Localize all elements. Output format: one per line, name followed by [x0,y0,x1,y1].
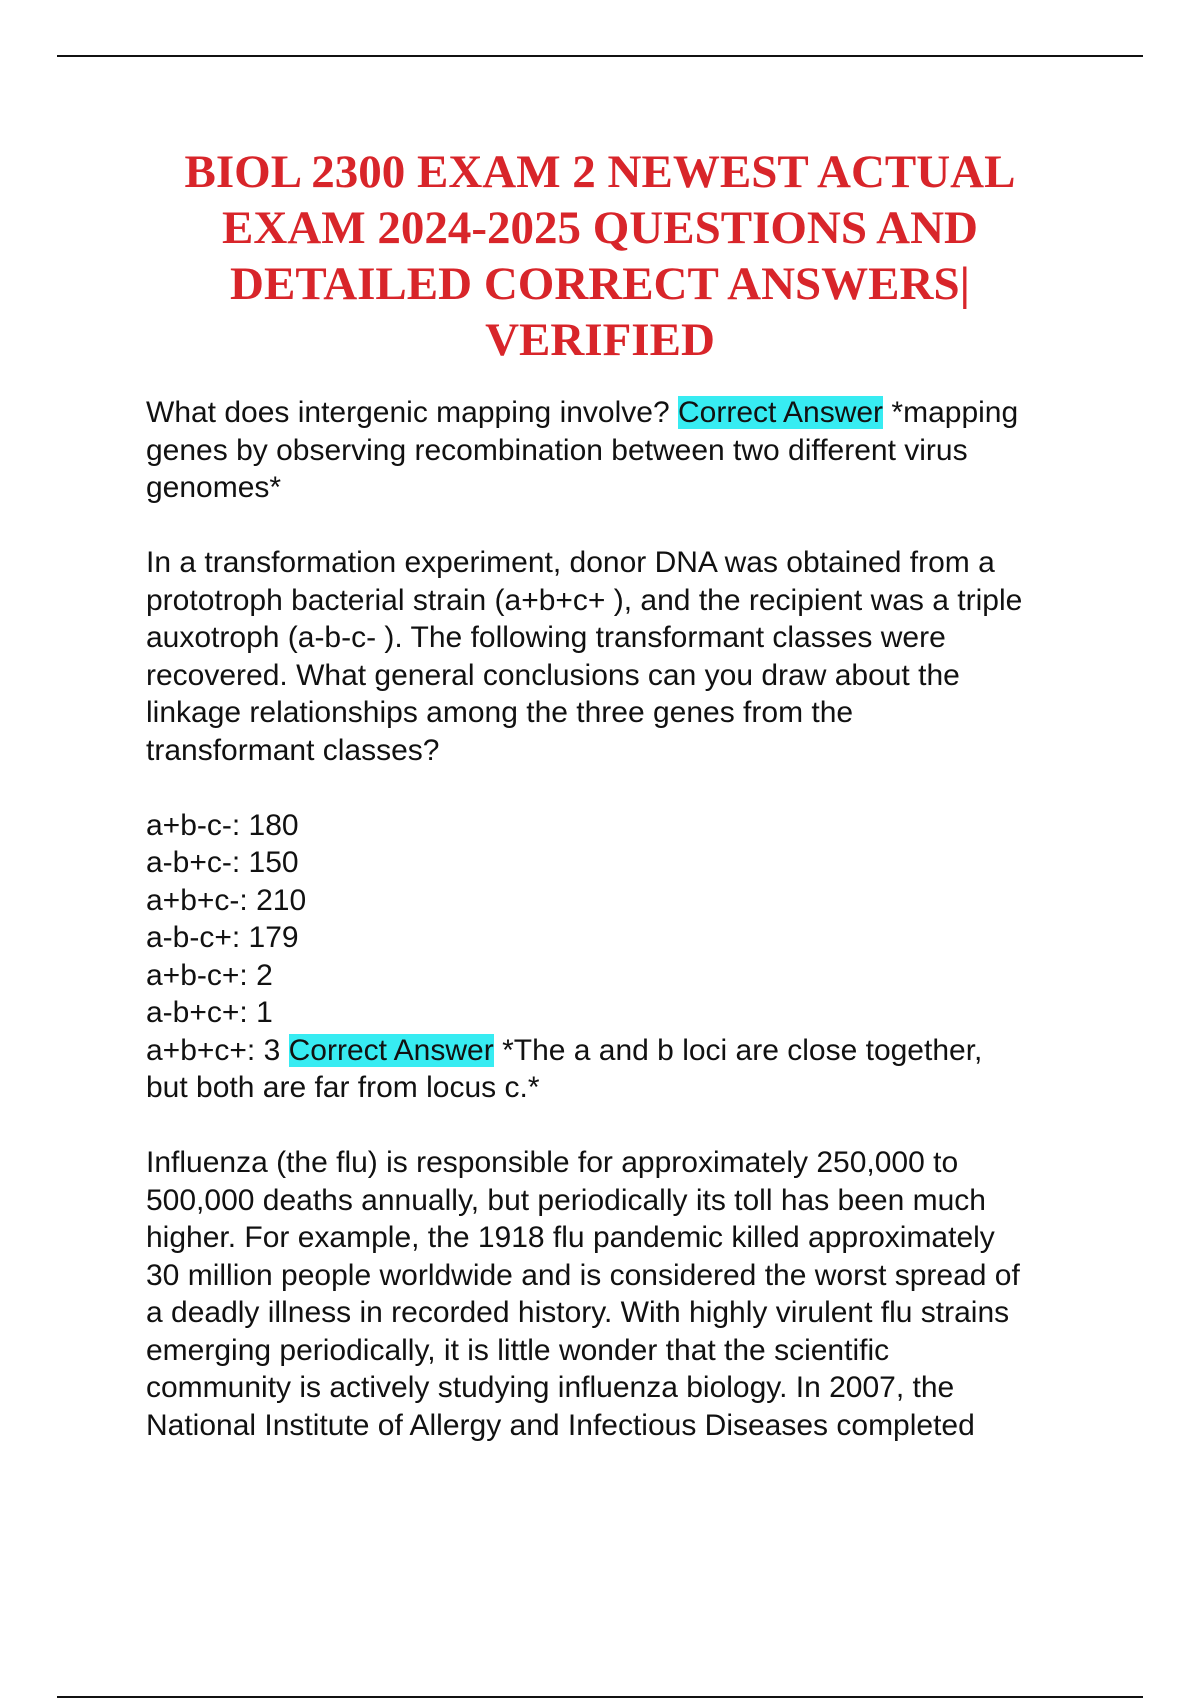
transformant-class-with-answer [146,1032,1106,1070]
question-2-line: prototroph bacterial strain (a+b+c+ ), and the recipient was a triple [146,583,1023,617]
question-3-line: National Institute of Allergy and Infectious Diseases completed [146,1408,975,1442]
answer-1-line: genomes* [146,471,282,504]
question-3-line: community is actively studying influenza biology. In 2007, the [146,1371,955,1404]
transformant-class: a-b+c-: 150 [146,846,299,879]
question-3 [146,1144,1106,1444]
document-body [146,394,1106,1482]
question-2-line: auxotroph (a-b-c- ). The following transformant classes were [146,621,946,654]
transformant-classes [146,807,1106,1107]
top-rule [57,55,1143,57]
transformant-class: a-b+c+: 1 [146,996,273,1029]
question-1-text: What does intergenic mapping involve? [146,396,670,429]
question-2-line: linkage relationships among the three genes from the [146,696,854,729]
answer-1-text: *mapping [891,396,1019,429]
title-line: BIOL 2300 EXAM 2 NEWEST ACTUAL [184,146,1016,198]
question-1-line [146,394,1106,432]
answer-1-line: genes by observing recombination between two different virus [146,433,968,467]
question-2 [146,544,1106,769]
question-3-line: 30 million people worldwide and is considered the worst spread of [146,1258,1020,1292]
transformant-class: a+b+c-: 210 [146,883,307,917]
transformant-class: a-b-c+: 179 [146,921,299,954]
bottom-rule [57,1696,1143,1698]
document-title [120,144,1080,368]
transformant-class: a+b+c+: 3 [146,1033,281,1067]
title-line: DETAILED CORRECT ANSWERS| [230,258,970,310]
transformant-class: a+b-c-: 180 [146,808,299,842]
question-2-line: In a transformation experiment, donor DNA was obtained from a [146,546,995,579]
question-3-line: emerging periodically, it is little wonder that the scientific [146,1333,890,1367]
correct-answer-marker: Correct Answer [677,396,884,429]
question-2-line: recovered. What general conclusions can you draw about the [146,658,960,692]
transformant-class: a+b-c+: 2 [146,958,273,992]
answer-2-line: but both are far from locus c.* [146,1071,540,1104]
question-3-line: 500,000 deaths annually, but periodically its toll has been much [146,1183,986,1217]
question-3-line: a deadly illness in recorded history. With highly virulent flu strains [146,1296,1010,1329]
title-line: VERIFIED [485,314,715,366]
question-3-line: Influenza (the flu) is responsible for approximately 250,000 to [146,1146,959,1179]
question-2-line: transformant classes? [146,733,440,767]
question-3-line: higher. For example, the 1918 flu pandemic killed approximately [146,1221,995,1254]
question-1 [146,394,1106,507]
answer-2-text: *The a and b loci are close together, [502,1033,983,1067]
title-line: EXAM 2024-2025 QUESTIONS AND [222,202,978,254]
correct-answer-marker: Correct Answer [288,1033,494,1067]
